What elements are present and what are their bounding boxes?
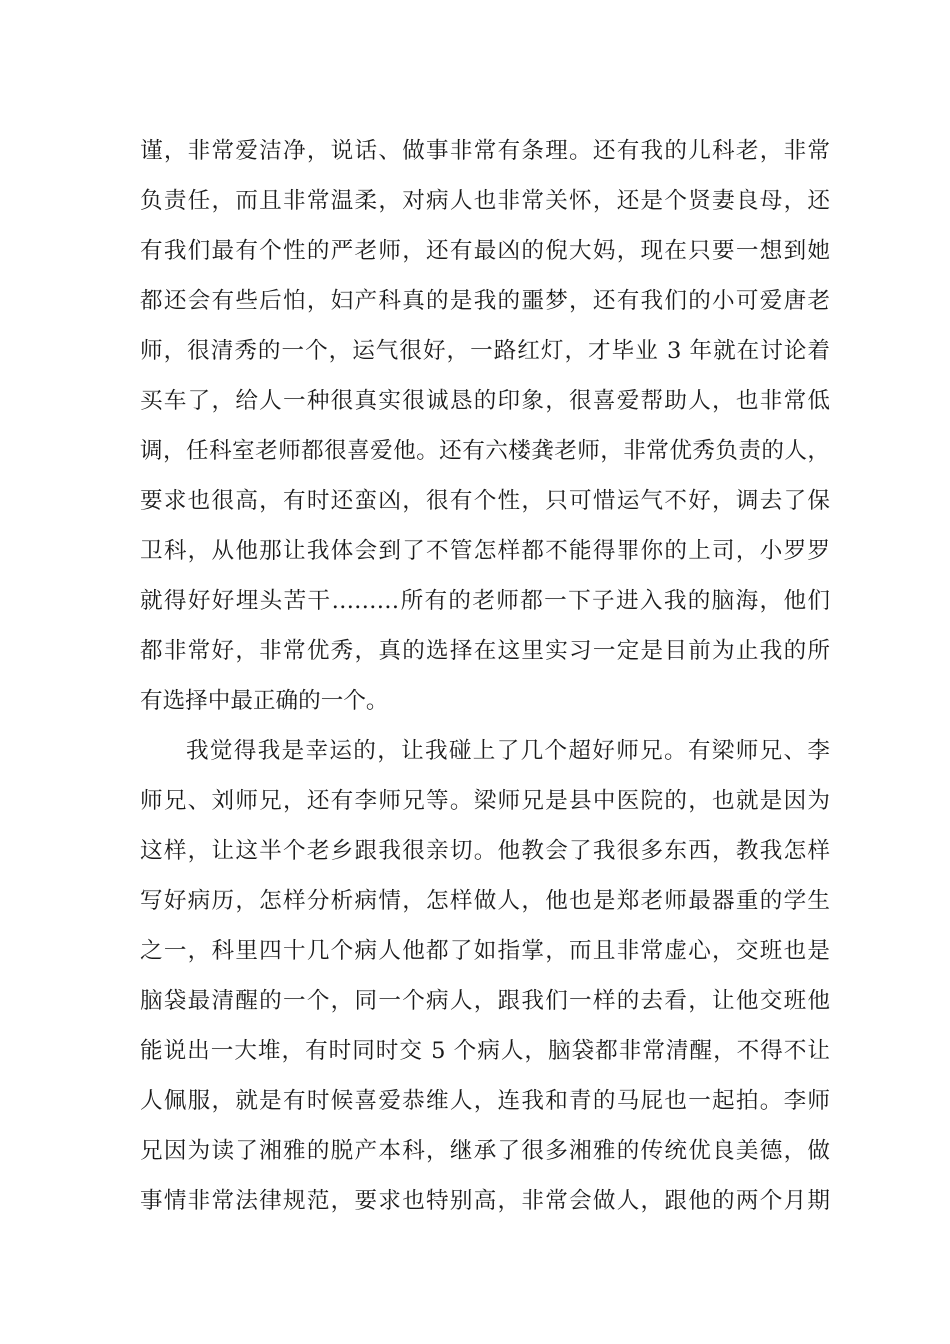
paragraph-2 xyxy=(140,726,830,1226)
text-line: 师兄、刘师兄，还有李师兄等。梁师兄是县中医院的，也就是因为 xyxy=(140,788,830,814)
text-line: 之一，科里四十几个病人他都了如指掌，而且非常虚心，交班也是 xyxy=(140,938,830,964)
text-line: 要求也很高，有时还蛮凶，很有个性，只可惜运气不好，调去了保 xyxy=(140,488,830,514)
body-text xyxy=(140,126,830,1226)
text-line: 能说出一大堆，有时同时交 5 个病人，脑袋都非常清醒，不得不让 xyxy=(140,1038,830,1064)
text-line: 有选择中最正确的一个。 xyxy=(140,688,389,714)
text-line: 人佩服，就是有时候喜爱恭维人，连我和青的马屁也一起拍。李师 xyxy=(140,1088,830,1114)
text-line: 我觉得我是幸运的，让我碰上了几个超好师兄。有梁师兄、李 xyxy=(186,738,830,764)
text-line: 都非常好，非常优秀，真的选择在这里实习一定是目前为止我的所 xyxy=(140,638,830,664)
text-line: 调，任科室老师都很喜爱他。还有六楼龚老师，非常优秀负责的人， xyxy=(140,438,830,464)
text-line: 事情非常法律规范，要求也特别高，非常会做人，跟他的两个月期 xyxy=(140,1188,830,1214)
text-line: 就得好好埋头苦干………所有的老师都一下子进入我的脑海，他们 xyxy=(140,588,830,614)
text-line: 谨，非常爱洁净，说话、做事非常有条理。还有我的儿科老，非常 xyxy=(140,138,830,164)
text-line: 买车了，给人一种很真实很诚恳的印象，很喜爱帮助人，也非常低 xyxy=(140,388,830,414)
text-line: 负责任，而且非常温柔，对病人也非常关怀，还是个贤妻良母，还 xyxy=(140,188,830,214)
text-line: 有我们最有个性的严老师，还有最凶的倪大妈，现在只要一想到她 xyxy=(140,238,830,264)
text-line: 师，很清秀的一个，运气很好，一路红灯，才毕业 3 年就在讨论着 xyxy=(140,338,830,364)
text-line: 写好病历，怎样分析病情，怎样做人，他也是郑老师最器重的学生 xyxy=(140,888,830,914)
text-line: 这样，让这半个老乡跟我很亲切。他教会了我很多东西，教我怎样 xyxy=(140,838,830,864)
text-line: 兄因为读了湘雅的脱产本科，继承了很多湘雅的传统优良美德，做 xyxy=(140,1138,830,1164)
paragraph-1 xyxy=(140,126,830,726)
text-line: 卫科，从他那让我体会到了不管怎样都不能得罪你的上司，小罗罗 xyxy=(140,538,830,564)
text-line: 都还会有些后怕，妇产科真的是我的噩梦，还有我们的小可爱唐老 xyxy=(140,288,830,314)
text-line: 脑袋最清醒的一个，同一个病人，跟我们一样的去看，让他交班他 xyxy=(140,988,830,1014)
